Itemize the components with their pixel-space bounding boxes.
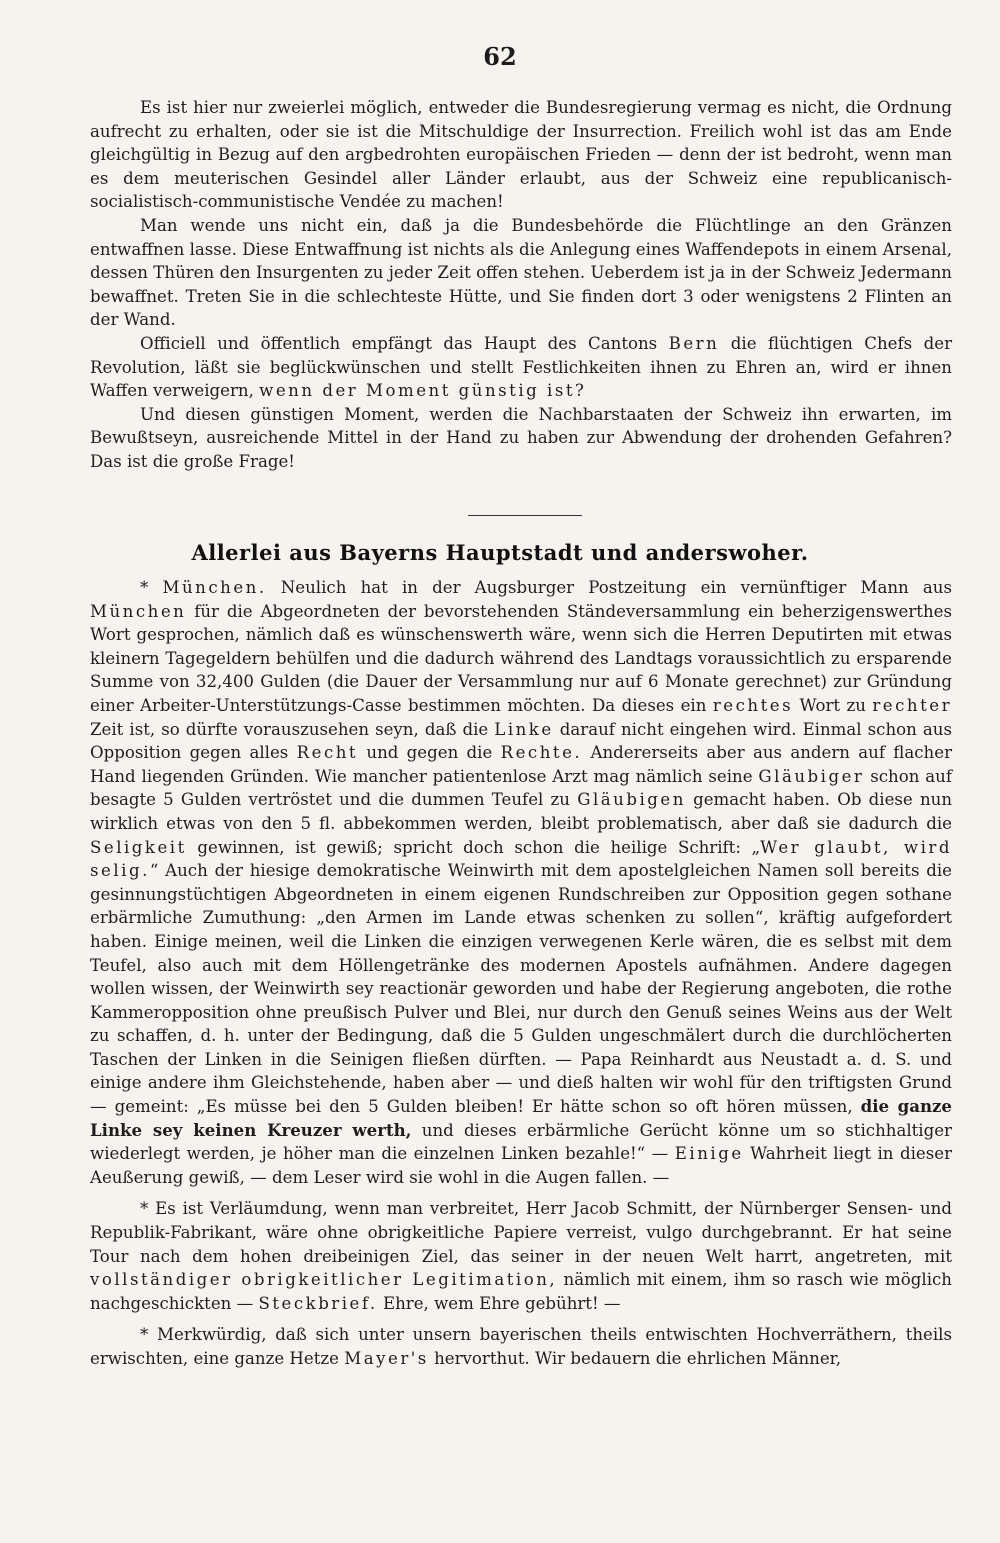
emphasis-text: Seligkeit <box>90 837 187 857</box>
text-run: hervorthut. Wir bedauern die ehrlichen Männer, <box>428 1349 842 1368</box>
emphasis-text: rechtes <box>712 695 794 715</box>
paragraph <box>90 1197 952 1315</box>
text-run: die flüchtigen Chefs der Revolution, läßt sie beglückwünschen und stellt Festlichkeiten ihnen zu Ehren an, wird er ihnen Waffen verweigern, <box>90 333 952 401</box>
text-run: gemacht haben. Ob diese nun wirklich etwas von den 5 fl. abbekommen werden, bleibt problematisch, aber daß sie dadurch die <box>90 790 953 833</box>
text-run: * Merkwürdig, daß sich unter unsern bayerischen theils entwischten Hochverräthern, theils erwischten, eine ganze Hetze <box>90 1325 952 1368</box>
text-run: Officiell und öffentlich empfängt das Haupt des Cantons <box>140 333 669 353</box>
text-run: nämlich mit einem, ihm so rasch wie möglich nachgeschickten — <box>90 1270 952 1313</box>
text-run: gewinnen, ist gewiß; spricht doch schon die heilige Schrift: „ <box>186 837 761 857</box>
text-run: Wahrheit liegt in dieser Aeußerung gewiß, — dem Leser wird sie wohl in die Augen fallen. — <box>90 1144 953 1187</box>
emphasis-text: vollständiger obrigkeitlicher Legitimation, <box>90 1270 558 1290</box>
emphasis-text: München. <box>162 578 267 597</box>
text-run: * <box>140 578 163 597</box>
paragraph <box>90 1323 952 1370</box>
section-heading: Allerlei aus Bayerns Hauptstadt und anderswoher. <box>191 540 809 565</box>
emphasis-text: Steckbrief. <box>258 1293 378 1313</box>
article-switzerland <box>90 96 952 474</box>
text-run: “ Auch der hiesige demokratische Weinwirth mit dem apostelgleichen Namen soll bereits die gesinnungstüchtigen Abgeordneten in einem eigenen Rundschreiben zur Opposition gegen sothane erbärmliche Zumuthung: „den Armen im Lande etwas schenken zu sollen“, kräftig aufgefordert haben. Einige meinen, weil die Linken die einzigen verwegenen Kerle wären, die es selbst mit dem Teufel, also auch mit dem Höllengetränke des modernen Apostels aufnähmen. Andere dagegen wollen wissen, der Weinwirth sey reactionär geworden und habe der Regierung angeboten, die rothe Kammeropposition ohne preußisch Pulver und Blei, nur durch den Genuß seines Weins aus der Welt zu schaffen, d. h. unter der Bedingung, daß die 5 Gulden ungeschmälert durch die durchlöcherten Taschen der Linken in die Seinigen fließen dürften. — Papa Reinhardt aus Neustadt a. d. S. und einige andere ihm Gleichstehende, haben aber — und dieß halten wir wohl für den triftigsten Grund — gemeint: „Es müsse bei den 5 Gulden bleiben! Er hätte schon so oft hören müssen, <box>90 861 952 1117</box>
emphasis-text: wenn der Moment günstig ist? <box>259 381 587 401</box>
emphasis-text: Mayer's <box>344 1349 429 1368</box>
emphasis-text: rechter <box>872 695 952 715</box>
section-divider <box>468 515 582 516</box>
paragraph <box>90 576 952 1189</box>
text-run: und dieses erbärmliche Gerücht könne um so stichhaltiger wiederlegt werden, je höher man die einzelnen Linken bezahle!“ — <box>90 1120 952 1164</box>
text-run: Zeit ist, so dürfte vorauszusehen seyn, daß die <box>90 719 495 739</box>
bold-text: die ganze Linke sey keinen Kreuzer werth, <box>90 1096 952 1140</box>
text-run: darauf nicht eingehen wird. Einmal schon aus Opposition gegen alles <box>90 719 952 763</box>
emphasis-text: Bern <box>668 333 720 353</box>
page-number: 62 <box>483 42 517 71</box>
text-run: * Es ist Verläumdung, wenn man verbreitet, Herr Jacob Schmitt, der Nürnberger Sensen- und Republik-Fabrikant, wäre ohne obrigkeitliche Papiere verreist, vulgo durchgebrannt. Er hat seine Tour nach dem hohen dreibeinigen Ziel, das seiner in der neuen Welt harrt, angetreten, mit <box>90 1199 952 1266</box>
text-run: Wort zu <box>793 695 873 715</box>
paragraph: Es ist hier nur zweierlei möglich, entweder die Bundesregierung vermag es nicht, die Ordnung aufrecht zu erhalten, oder sie ist die Mitschuldige der Insurrection. Freilich wohl ist das am Ende gleichgültig in Bezug auf den argbedrohten europäischen Frieden — denn der ist bedroht, wenn man es dem meuterischen Gesindel aller Länder erlaubt, aus der Schweiz eine republicanisch-socialistisch-communistische Vendée zu machen! <box>90 98 952 212</box>
text-run: Neulich hat in der Augsburger Postzeitung ein vernünftiger Mann aus <box>266 578 952 597</box>
emphasis-text: Gläubigen <box>577 790 686 810</box>
paragraph: Und diesen günstigen Moment, werden die Nachbarstaaten der Schweiz ihn erwarten, im Bewußtseyn, ausreichende Mittel in der Hand zu haben zur Abwendung der drohenden Gefahren? Das ist die große Frage! <box>90 404 952 471</box>
article-munich <box>90 576 952 1371</box>
emphasis-text: Recht <box>296 743 359 763</box>
emphasis-text: Wer glaubt, wird selig. <box>90 837 952 881</box>
emphasis-text: Einige <box>674 1144 744 1164</box>
text-run: und gegen die <box>358 743 501 763</box>
emphasis-text: Linke <box>494 719 554 739</box>
emphasis-text: München <box>90 601 187 621</box>
emphasis-text: Rechte. <box>500 743 583 763</box>
text-run: Andererseits aber aus andern auf flacher Hand liegenden Gründen. Wie mancher patientenlose Arzt mag nämlich seine <box>90 743 952 786</box>
paragraph: Man wende uns nicht ein, daß ja die Bundesbehörde die Flüchtlinge an den Gränzen entwaffnen lasse. Diese Entwaffnung ist nichts als die Anlegung eines Waffendepots in einem Arsenal, dessen Thüren den Insurgenten zu jeder Zeit offen stehen. Ueberdem ist ja in der Schweiz Jedermann bewaffnet. Treten Sie in die schlechteste Hütte, und Sie finden dort 3 oder wenigstens 2 Flinten an der Wand. <box>90 215 952 330</box>
paragraph <box>90 332 952 403</box>
text-run: schon auf besagte 5 Gulden vertröstet und die dummen Teufel zu <box>90 766 952 810</box>
emphasis-text: Gläubiger <box>758 766 865 786</box>
text-run: Ehre, wem Ehre gebührt! — <box>377 1293 621 1313</box>
text-run: für die Abgeordneten der bevorstehenden Ständeversammlung ein beherzigenswerthes Wort gesprochen, nämlich daß es wünschenswerth wäre, wenn sich die Herren Deputirten mit etwas kleinern Tagegeldern behülfen und die dadurch während des Landtags voraussichtlich zu ersparende Summe von 32,400 Gulden (die Dauer der Versammlung nur auf 6 Monate gerechnet) zur Gründung einer Arbeiter-Unterstützungs-Casse bestimmen möchten. Da dieses ein <box>90 601 952 715</box>
